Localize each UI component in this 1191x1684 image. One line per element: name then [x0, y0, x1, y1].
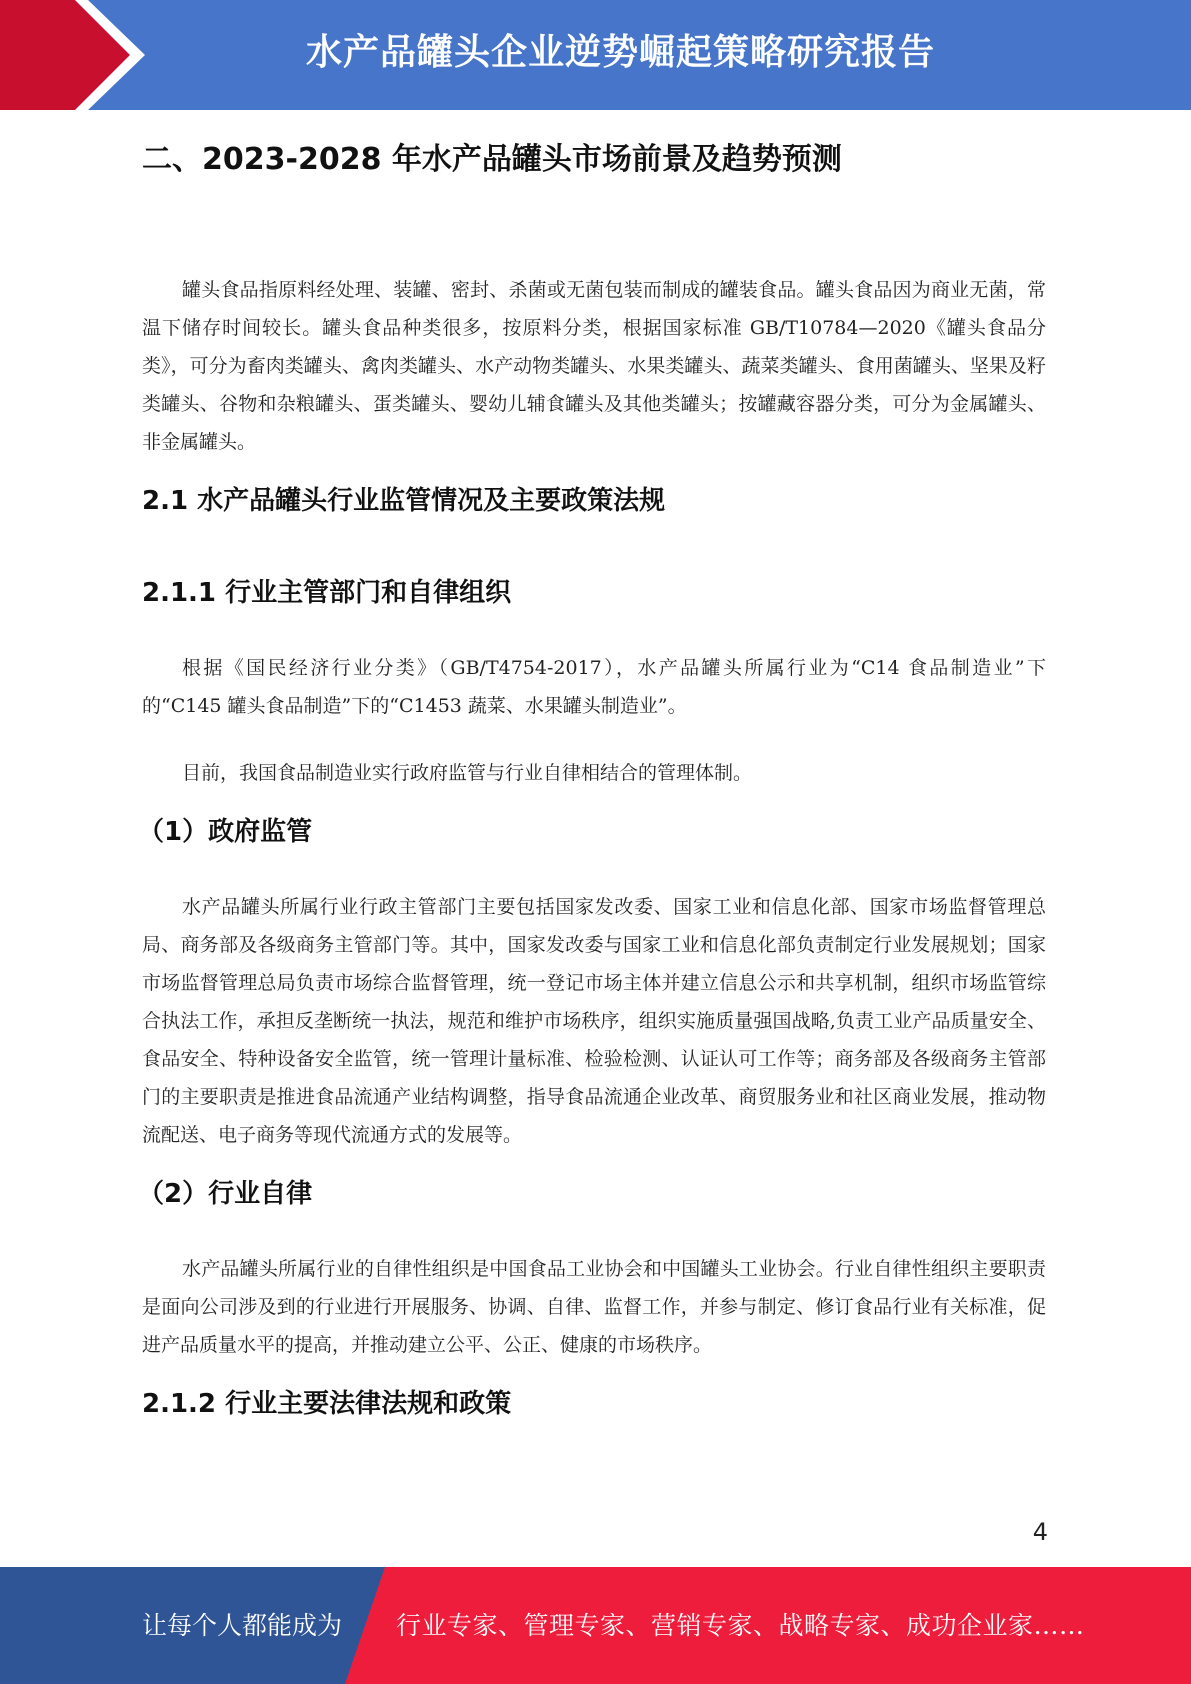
- page-number: 4: [1032, 1518, 1048, 1546]
- industry-self-regulation-title: （2）行业自律: [138, 1179, 313, 1209]
- footer-slogan-left: 让每个人都能成为: [142, 1611, 343, 1640]
- document-body: [138, 140, 1046, 1422]
- footer-slogan-right: 行业专家、管理专家、营销专家、战略专家、成功企业家……: [396, 1611, 1085, 1640]
- section-title: 二、2023-2028 年水产品罐头市场前景及趋势预测: [142, 142, 842, 177]
- industry-self-regulation-paragraph: 水产品罐头所属行业的自律性组织是中国食品工业协会和中国罐头工业协会。行业自律性组织主要职责是面向公司涉及到的行业进行开展服务、协调、自律、监督工作，并参与制定、修订食品行业有关标准，促进产品质量水平的提高，并推动建立公平、公正、健康的市场秩序。: [142, 1258, 1046, 1356]
- report-title: 水产品罐头企业逆势崛起策略研究报告: [305, 32, 935, 73]
- subsection-2-1-2-title: 2.1.2 行业主要法律法规和政策: [142, 1389, 512, 1419]
- classification-paragraph: 根据《国民经济行业分类》（GB/T4754-2017），水产品罐头所属行业为“C14 食品制造业”下的“C145 罐头食品制造”下的“C1453 蔬菜、水果罐头制造业”。: [142, 657, 1046, 717]
- government-supervision-paragraph: 水产品罐头所属行业行政主管部门主要包括国家发改委、国家工业和信息化部、国家市场监督管理总局、商务部及各级商务主管部门等。其中，国家发改委与国家工业和信息化部负责制定行业发展规划；国家市场监督管理总局负责市场综合监督管理，统一登记市场主体并建立信息公示和共享机制，组织市场监管综合执法工作，承担反垄断统一执法，规范和维护市场秩序，组织实施质量强国战略,负责工业产品质量安全、食品安全、特种设备安全监管，统一管理计量标准、检验检测、认证认可工作等；商务部及各级商务主管部门的主要职责是推进食品流通产业结构调整，指导食品流通企业改革、商贸服务业和社区商业发展，推动物流配送、电子商务等现代流通方式的发展等。: [142, 896, 1046, 1146]
- intro-paragraph: 罐头食品指原料经处理、装罐、密封、杀菌或无菌包装而制成的罐装食品。罐头食品因为商业无菌，常温下储存时间较长。罐头食品种类很多，按原料分类，根据国家标准 GB/T10784—2020《罐头食品分类》，可分为畜肉类罐头、禽肉类罐头、水产动物类罐头、水果类罐头、蔬菜类罐头、食用菌罐头、坚果及籽类罐头、谷物和杂粮罐头、蛋类罐头、婴幼儿辅食罐头及其他类罐头；按罐藏容器分类，可分为金属罐头、非金属罐头。: [142, 279, 1046, 453]
- government-supervision-title: （1）政府监管: [138, 817, 313, 847]
- header-band: [0, 0, 1191, 110]
- subsection-2-1-1-title: 2.1.1 行业主管部门和自律组织: [142, 578, 512, 608]
- footer-band: [0, 1567, 1191, 1684]
- management-system-paragraph: 目前，我国食品制造业实行政府监管与行业自律相结合的管理体制。: [182, 762, 753, 784]
- header-arrow-decoration: [0, 0, 160, 110]
- subsection-2-1-title: 2.1 水产品罐头行业监管情况及主要政策法规: [142, 486, 666, 516]
